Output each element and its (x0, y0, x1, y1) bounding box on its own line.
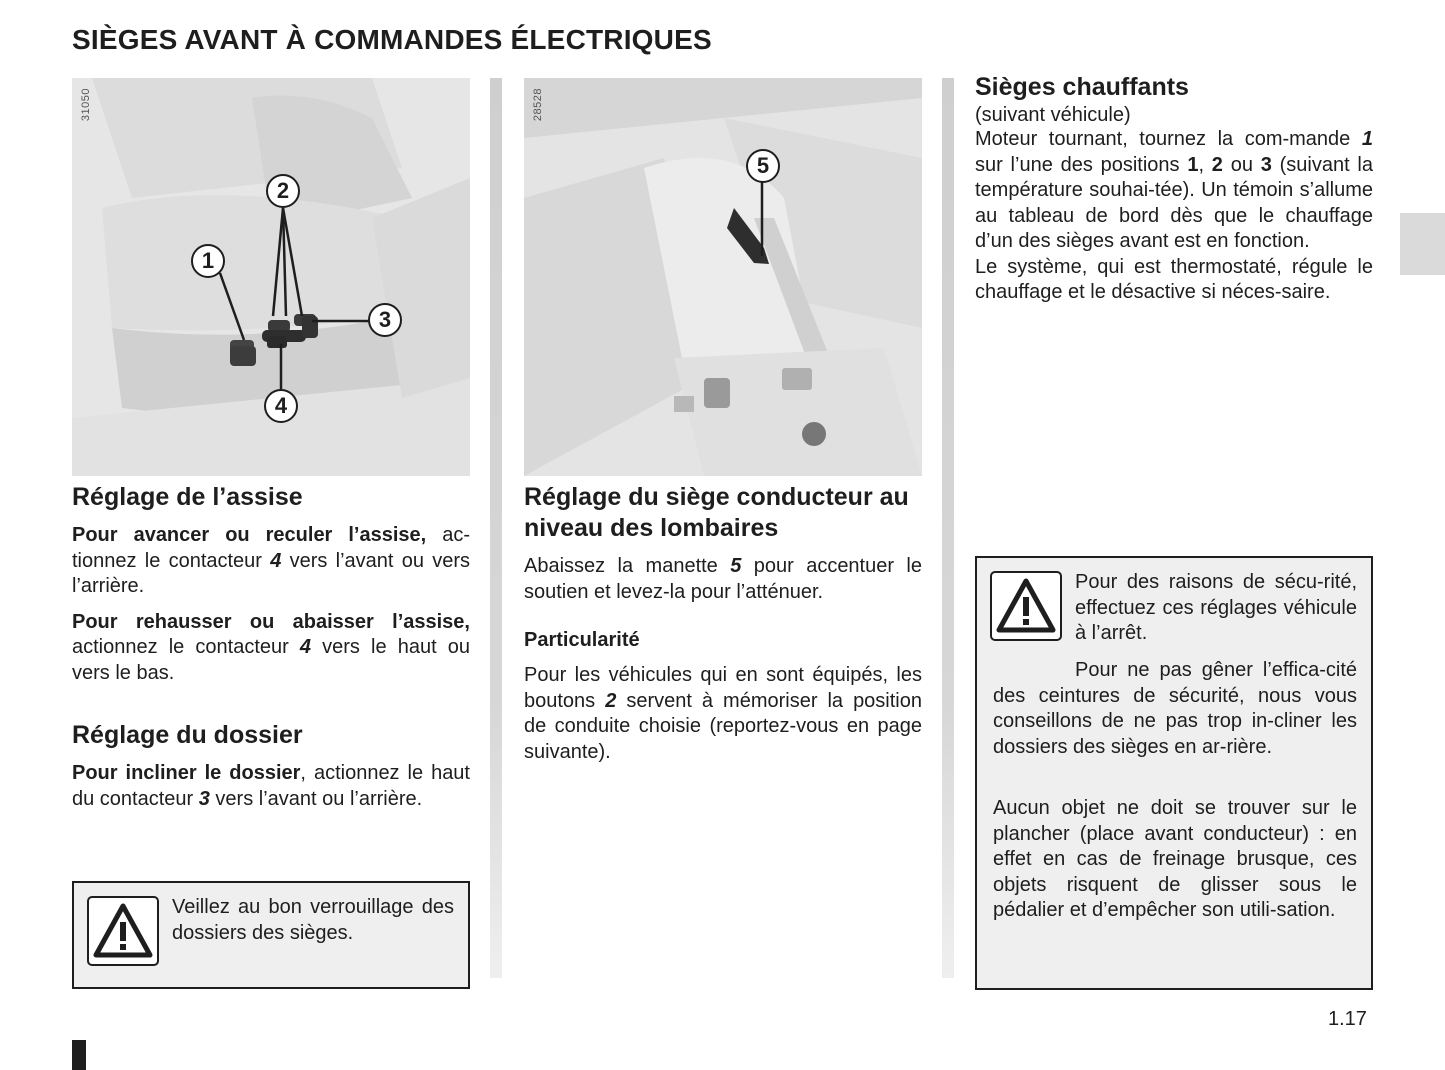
warning-text: Pour ne pas gêner l’effica-cité des ceintures de sécurité, nous vous conseillons de ne pas trop in-cliner les dossiers des sièges en ar-rière. (993, 659, 1357, 758)
paragraph: Pour les véhicules qui en sont équipés, les boutons 2 servent à mémoriser la position de conduite choisie (reportez-vous en page suivante). (524, 664, 922, 763)
column-separator (942, 78, 954, 978)
warning-text: Aucun objet ne doit se trouver sur le plancher (place avant conducteur) : en effet en cas de freinage brusque, ces objets risquent de glisser sous le pédalier et d’empêcher son utili-sation. (993, 797, 1357, 921)
paragraph: Pour rehausser ou abaisser l’assise, actionnez le contacteur 4 vers le haut ou vers le bas. (72, 610, 470, 684)
warning-triangle-icon (990, 571, 1062, 641)
section-tab-marker (1400, 213, 1445, 275)
paragraph: Abaissez la manette 5 pour accentuer le soutien et levez-la pour l’atténuer. (524, 555, 922, 603)
warning-triangle-icon (87, 896, 159, 966)
paragraph: Le système, qui est thermostaté, régule le chauffage et le désactive si néces-saire. (975, 255, 1373, 303)
paragraph: Pour incliner le dossier, actionnez le haut du contacteur 3 vers l’avant ou l’arrière. (72, 762, 470, 810)
callout-2: 2 (266, 174, 300, 208)
paragraph: Pour avancer ou reculer l’assise, ac-tionnez le contacteur 4 vers l’avant ou vers l’arrière. (72, 524, 470, 597)
section-heading: Sièges chauffants (975, 73, 1189, 101)
callout-1: 1 (191, 244, 225, 278)
warning-box (975, 556, 1373, 990)
warning-text: Pour des raisons de sécu-rité, effectuez ces réglages véhicule à l’arrêt. (1075, 571, 1357, 644)
column-3 (975, 72, 1373, 306)
section-subheading: Particularité (524, 629, 640, 651)
section-heading: Réglage du dossier (72, 721, 303, 749)
figure-reference-code: 28528 (532, 88, 544, 122)
callout-3: 3 (368, 303, 402, 337)
warning-text: Veillez au bon verrouillage des dossiers des sièges. (172, 896, 454, 944)
page-number: 1.17 (1328, 1008, 1367, 1030)
callout-4: 4 (264, 389, 298, 423)
page-corner-mark (72, 1040, 86, 1070)
section-subtitle: (suivant véhicule) (975, 104, 1131, 126)
paragraph: Moteur tournant, tournez la com-mande 1 sur l’une des positions 1, 2 ou 3 (suivant la température souhai-tée). Un témoin s’allume au tableau de bord dès que le chauffage d’un des sièges avant est en fonction. (975, 128, 1373, 252)
lumbar-illustration (524, 78, 922, 476)
lumbar-lever-photo (524, 78, 922, 476)
column-1 (72, 78, 470, 812)
section-heading: Réglage du siège conducteur au niveau des lombaires (524, 483, 909, 542)
seat-controls-photo (72, 78, 470, 476)
warning-box (72, 881, 470, 989)
callout-5: 5 (746, 149, 780, 183)
column-2 (524, 78, 922, 765)
page-title: SIÈGES AVANT À COMMANDES ÉLECTRIQUES (72, 24, 712, 55)
column-separator (490, 78, 502, 978)
figure-reference-code: 31050 (80, 88, 92, 122)
section-heading: Réglage de l’assise (72, 483, 303, 511)
